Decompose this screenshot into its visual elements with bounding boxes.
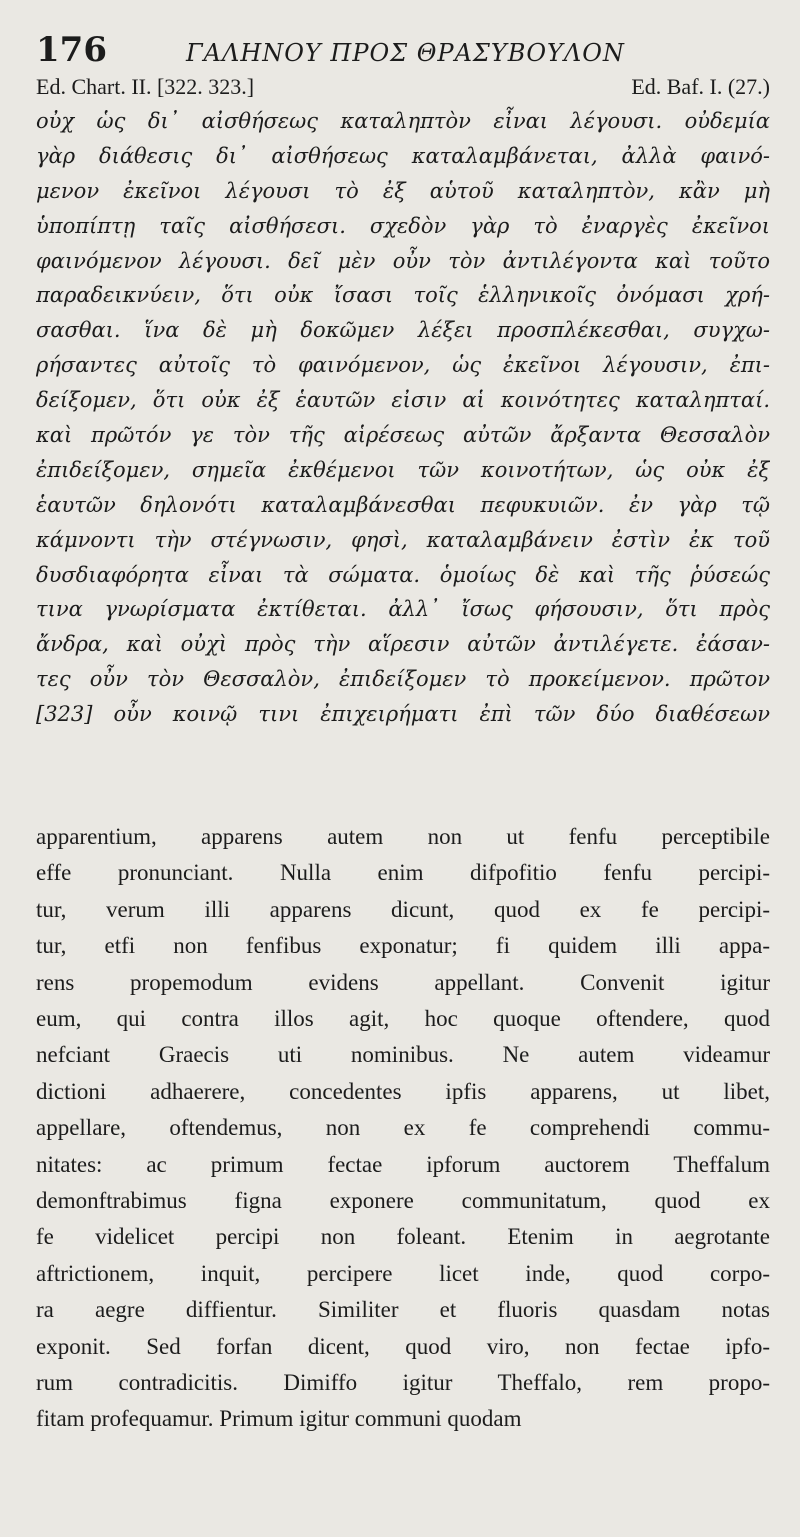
greek-line: ρήσαντες αὐτοῖς τὸ φαινόμενον, ὡς ἐκεῖνοι λέγουσιν, ἐπι- bbox=[36, 353, 770, 378]
latin-line: tur, verum illi apparens dicunt, quod ex fe percipi- bbox=[36, 896, 770, 922]
greek-line: γὰρ διάθεσις δι᾽ αἰσθήσεως καταλαμβάνεται, ἀλλὰ φαινό- bbox=[36, 143, 770, 168]
page-header bbox=[36, 30, 770, 72]
latin-line: exponit. Sed forfan dicent, quod viro, non fectae ipfo- bbox=[36, 1333, 770, 1359]
greek-line: φαινόμενον λέγουσι. δεῖ μὲν οὖν τὸν ἀντιλέγοντα καὶ τοῦτο bbox=[36, 248, 770, 273]
greek-line: ὑποπίπτῃ ταῖς αἰσθήσεσι. σχεδὸν γὰρ τὸ ἐναργὲς ἐκεῖνοι bbox=[36, 213, 770, 238]
greek-text bbox=[36, 104, 770, 732]
greek-line: δείξομεν, ὅτι οὐκ ἐξ ἑαυτῶν εἰσιν αἱ κοινότητες καταληπταί. bbox=[36, 388, 770, 413]
edition-reference-left: Ed. Chart. II. [322. 323.] bbox=[36, 74, 255, 99]
latin-line: rens propemodum evidens appellant. Convenit igitur bbox=[36, 969, 770, 995]
page-number: 176 bbox=[36, 30, 107, 70]
latin-line: tur, etfi non fenfibus exponatur; fi quidem illi appa- bbox=[36, 933, 770, 959]
latin-line: eum, qui contra illos agit, hoc quoque oftendere, quod bbox=[36, 1005, 770, 1031]
column-gap bbox=[36, 732, 770, 819]
edition-reference-right: Ed. Baf. I. (27.) bbox=[631, 74, 770, 99]
running-title: ΓΑΛΗΝΟΥ ΠΡΟΣ ΘΡΑΣΥΒΟΥΛΟΝ bbox=[186, 39, 625, 67]
greek-line: ἄνδρα, καὶ οὐχὶ πρὸς τὴν αἵρεσιν αὐτῶν ἀντιλέγετε. ἐάσαν- bbox=[36, 632, 770, 657]
latin-line: aftrictionem, inquit, percipere licet inde, quod corpo- bbox=[36, 1260, 770, 1286]
latin-line: dictioni adhaerere, concedentes ipfis apparens, ut libet, bbox=[36, 1078, 770, 1104]
latin-line: apparentium, apparens autem non ut fenfu perceptibile bbox=[36, 824, 770, 850]
greek-line: κάμνοντι τὴν στέγνωσιν, φησὶ, καταλαμβάνειν ἐστὶν ἐκ τοῦ bbox=[36, 527, 770, 552]
latin-line: nefciant Graecis uti nominibus. Ne autem videamur bbox=[36, 1042, 770, 1068]
latin-line: nitates: ac primum fectae ipforum auctorem Theffalum bbox=[36, 1151, 770, 1177]
greek-line: [323] οὖν κοινῷ τινι ἐπιχειρήματι ἐπὶ τῶν δύο διαθέσεων bbox=[36, 702, 770, 727]
latin-line: appellare, oftendemus, non ex fe comprehendi commu- bbox=[36, 1115, 770, 1141]
greek-line: μενον ἐκεῖνοι λέγουσι τὸ ἐξ αὑτοῦ καταληπτὸν, κἂν μὴ bbox=[36, 178, 770, 203]
greek-line: τινα γνωρίσματα ἐκτίθεται. ἀλλ᾽ ἴσως φήσουσιν, ὅτι πρὸς bbox=[36, 597, 770, 622]
latin-line: fe videlicet percipi non foleant. Etenim in aegrotante bbox=[36, 1224, 770, 1250]
latin-text bbox=[36, 819, 770, 1438]
latin-line: rum contradicitis. Dimiffo igitur Theffalo, rem propo- bbox=[36, 1369, 770, 1395]
greek-line: σασθαι. ἵνα δὲ μὴ δοκῶμεν λέξει προσπλέκεσθαι, συγχω- bbox=[36, 318, 770, 343]
latin-line: ra aegre diffientur. Similiter et fluoris quasdam notas bbox=[36, 1297, 770, 1323]
greek-line: ἑαυτῶν δηλονότι καταλαμβάνεσθαι πεφυκυιῶν. ἐν γὰρ τῷ bbox=[36, 492, 770, 517]
greek-line: παραδεικνύειν, ὅτι οὐκ ἴσασι τοῖς ἑλληνικοῖς ὀνόμασι χρή- bbox=[36, 283, 770, 308]
greek-line: τες οὖν τὸν Θεσσαλὸν, ἐπιδείξομεν τὸ προκείμενον. πρῶτον bbox=[36, 667, 770, 692]
latin-line: effe pronunciant. Nulla enim difpofitio fenfu percipi- bbox=[36, 860, 770, 886]
greek-line: καὶ πρῶτόν γε τὸν τῆς αἱρέσεως αὐτῶν ἄρξαντα Θεσσαλὸν bbox=[36, 423, 770, 448]
greek-line: οὐχ ὡς δι᾽ αἰσθήσεως καταληπτὸν εἶναι λέγουσι. οὐδεμία bbox=[36, 109, 770, 133]
greek-line: δυσδιαφόρητα εἶναι τὰ σώματα. ὁμοίως δὲ καὶ τῆς ῥύσεώς bbox=[36, 562, 770, 587]
latin-line: fitam profequamur. Primum igitur communi quodam bbox=[36, 1406, 522, 1432]
latin-line: demonftrabimus figna exponere communitatum, quod ex bbox=[36, 1187, 770, 1213]
greek-line: ἐπιδείξομεν, σημεῖα ἐκθέμενοι τῶν κοινοτήτων, ὡς οὐκ ἐξ bbox=[36, 457, 770, 482]
edition-reference-row bbox=[36, 72, 770, 102]
